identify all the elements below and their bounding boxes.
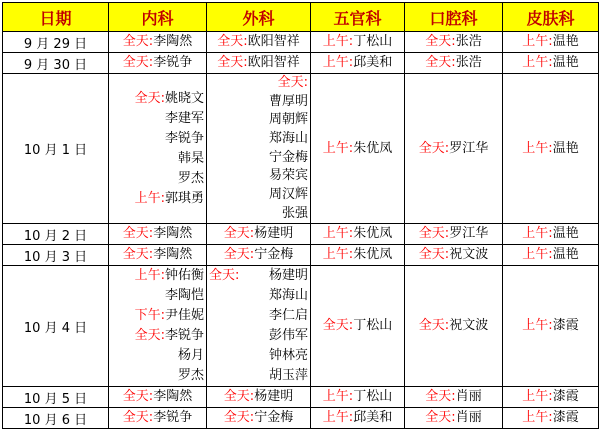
duty-entry [209,111,308,130]
duty-entry [111,169,204,189]
duty-cell-dermatology [503,53,599,74]
duty-schedule-table [2,2,599,429]
duty-entry [111,224,204,244]
staff-name: 温艳 [552,55,579,70]
duty-entry [505,224,596,244]
shift-label: 上午: [522,389,553,405]
duty-cell-ent [311,408,405,429]
staff-name: 彭伟军 [268,328,308,344]
date-cell: 10 月 5 日 [3,387,109,408]
staff-name: 李陶恺 [164,288,204,304]
staff-name: 温艳 [552,226,579,242]
shift-label: 全天: [122,34,154,49]
staff-name: 杨月 [177,348,204,364]
shift-label: 上午: [322,410,354,426]
staff-name: 丁松山 [353,389,393,405]
duty-entry [111,245,204,265]
shift-label: 全天: [223,247,255,263]
duty-cell-dental [405,387,503,408]
date-cell: 9 月 30 日 [3,53,109,74]
duty-entry [313,245,402,265]
duty-cell-internal-medicine [109,53,207,74]
shift-label: 全天: [122,247,154,263]
shift-label: 全天: [223,410,255,426]
shift-label: 全天: [418,318,450,334]
staff-name: 罗江华 [449,140,489,156]
staff-name: 张强 [281,205,308,221]
duty-cell-ent [311,74,405,224]
duty-entry [209,205,308,224]
duty-entry [313,408,402,428]
duty-entry [111,306,204,326]
duty-entry [209,130,308,149]
duty-entry [111,189,204,209]
duty-cell-ent [311,53,405,74]
duty-cell-internal-medicine [109,224,207,245]
staff-name: 邱美和 [353,55,393,70]
staff-name: 钟佑衡 [164,268,204,284]
duty-entry [209,245,308,265]
shift-label: 全天: [322,318,354,334]
duty-entry [111,366,204,386]
duty-cell-surgery [207,245,311,266]
duty-entry [209,186,308,205]
duty-entry [407,387,500,407]
duty-entry [209,74,308,93]
shift-label: 上午: [522,55,553,70]
duty-entry [111,32,204,52]
staff-name: 宁金梅 [254,247,294,263]
shift-label: 全天: [418,247,450,263]
duty-entry [111,286,204,306]
shift-label: 全天: [223,389,255,405]
shift-label: 全天: [134,328,165,344]
duty-cell-ent [311,387,405,408]
shift-label: 上午: [522,226,553,242]
duty-entry [111,408,204,428]
shift-label: 全天: [425,389,456,405]
duty-cell-surgery [207,53,311,74]
duty-cell-internal-medicine [109,245,207,266]
staff-name: 朱优凤 [353,140,393,156]
shift-label: 上午: [134,190,165,206]
date-cell: 10 月 3 日 [3,245,109,266]
duty-entry [209,149,308,168]
duty-entry [209,408,308,428]
shift-label: 下午: [134,308,165,324]
duty-entry [407,408,500,428]
staff-name: 朱优凤 [353,247,393,263]
staff-name: 张浩 [455,34,482,49]
duty-entry [111,109,204,129]
staff-name: 尹佳妮 [164,308,204,324]
shift-label: 上午: [322,226,354,242]
staff-name: 杨建明 [254,226,294,242]
duty-cell-dermatology [503,245,599,266]
duty-cell-dental [405,32,503,53]
staff-name: 邱美和 [353,410,393,426]
table-row [3,387,599,408]
duty-entry [209,387,308,407]
shift-label: 上午: [522,410,553,426]
header-ent: 五官科 [311,3,405,32]
table-row [3,408,599,429]
shift-label: 全天: [122,389,154,405]
staff-name: 李陶然 [153,389,193,405]
staff-name: 姚晓文 [164,90,204,106]
duty-cell-surgery [207,32,311,53]
duty-entry [209,346,308,366]
duty-cell-surgery [207,74,311,224]
duty-entry [209,266,308,286]
staff-name: 温艳 [552,34,579,49]
staff-name: 朱优凤 [353,226,393,242]
duty-cell-surgery [207,387,311,408]
staff-name: 周汉辉 [268,186,308,202]
staff-name: 温艳 [552,140,579,156]
table-row [3,224,599,245]
staff-name: 杨建明 [254,389,294,405]
duty-entry [111,346,204,366]
header-row [3,3,599,32]
shift-label: 全天: [122,226,154,242]
duty-cell-internal-medicine [109,32,207,53]
duty-cell-dental [405,53,503,74]
staff-name: 欧阳智祥 [247,55,300,70]
shift-label: 全天: [418,226,450,242]
duty-entry [505,316,596,336]
header-internal-medicine: 内科 [109,3,207,32]
table-row [3,245,599,266]
staff-name: 周朝辉 [268,112,308,128]
staff-name: 肖丽 [455,410,482,426]
shift-label: 全天: [217,55,248,70]
duty-entry [209,286,308,306]
duty-cell-dermatology [503,387,599,408]
duty-entry [313,224,402,244]
shift-label: 全天: [217,34,248,49]
staff-name: 李锐争 [153,410,193,426]
duty-entry [209,326,308,346]
duty-entry [111,129,204,149]
duty-cell-ent [311,266,405,387]
staff-name: 罗杰 [177,368,204,384]
staff-name: 李陶然 [153,226,193,242]
duty-entry [505,387,596,407]
header-surgery: 外科 [207,3,311,32]
schedule-body [3,32,599,429]
date-cell: 10 月 1 日 [3,74,109,224]
staff-name: 肖丽 [455,389,482,405]
staff-name: 漆霞 [552,410,579,426]
table-row [3,74,599,224]
shift-label: 全天: [277,75,308,90]
date-cell: 10 月 2 日 [3,224,109,245]
duty-cell-surgery [207,266,311,387]
duty-entry [505,245,596,265]
duty-entry [209,32,308,52]
shift-label: 全天: [134,90,165,106]
date-cell: 10 月 6 日 [3,408,109,429]
duty-entry [313,316,402,336]
staff-name: 杨建明 [268,268,308,284]
shift-label: 全天: [122,410,154,426]
staff-name: 李锐争 [153,55,193,70]
shift-label: 上午: [322,55,354,70]
duty-cell-dental [405,408,503,429]
duty-entry [209,53,308,73]
staff-name: 宁金梅 [268,149,308,165]
shift-label: 上午: [522,318,553,334]
duty-cell-ent [311,224,405,245]
shift-label: 上午: [322,389,354,405]
duty-entry [111,149,204,169]
table-row [3,32,599,53]
shift-label: 全天: [425,410,456,426]
duty-entry [111,89,204,109]
duty-cell-internal-medicine [109,266,207,387]
shift-label: 全天: [209,268,240,284]
duty-cell-dermatology [503,74,599,224]
duty-entry [111,387,204,407]
duty-entry [313,139,402,159]
duty-entry [209,93,308,112]
duty-entry [111,53,204,73]
duty-entry [209,366,308,386]
staff-name: 郑海山 [268,288,308,304]
duty-cell-surgery [207,408,311,429]
duty-entry [313,53,402,73]
duty-entry [407,139,500,159]
shift-label: 上午: [522,247,553,263]
duty-entry [313,387,402,407]
shift-label: 上午: [134,268,165,284]
date-cell: 9 月 29 日 [3,32,109,53]
duty-entry [505,53,596,73]
shift-label: 全天: [418,140,450,156]
duty-cell-internal-medicine [109,387,207,408]
staff-name: 丁松山 [353,34,393,49]
staff-name: 祝文波 [449,247,489,263]
staff-name: 易荣宾 [268,168,308,184]
staff-name: 罗杰 [177,170,204,186]
staff-name: 李仁启 [268,308,308,324]
duty-cell-dental [405,245,503,266]
duty-cell-dermatology [503,266,599,387]
duty-cell-internal-medicine [109,408,207,429]
duty-entry [111,266,204,286]
staff-name: 曹厚明 [268,93,308,109]
duty-entry [209,306,308,326]
duty-entry [209,167,308,186]
duty-cell-dermatology [503,32,599,53]
duty-cell-surgery [207,224,311,245]
staff-name: 欧阳智祥 [247,34,300,49]
duty-cell-dermatology [503,224,599,245]
shift-label: 上午: [522,140,553,156]
staff-name: 李锐争 [164,130,204,146]
duty-entry [407,245,500,265]
staff-name: 胡玉萍 [268,368,308,384]
duty-entry [505,32,596,52]
shift-label: 上午: [322,140,354,156]
duty-entry [111,326,204,346]
staff-name: 李锐争 [164,328,204,344]
shift-label: 上午: [522,34,553,49]
header-date: 日期 [3,3,109,32]
shift-label: 全天: [223,226,255,242]
staff-name: 李建军 [164,110,204,126]
duty-entry [407,224,500,244]
duty-cell-dental [405,74,503,224]
duty-cell-dermatology [503,408,599,429]
shift-label: 上午: [322,34,354,49]
staff-name: 张浩 [455,55,482,70]
duty-entry [505,139,596,159]
table-row [3,53,599,74]
duty-cell-dental [405,266,503,387]
duty-entry [313,32,402,52]
duty-entry [407,32,500,52]
shift-label: 全天: [425,34,456,49]
staff-name: 漆霞 [552,318,579,334]
staff-name: 李陶然 [153,247,193,263]
staff-name: 漆霞 [552,389,579,405]
duty-cell-internal-medicine [109,74,207,224]
duty-entry [407,316,500,336]
duty-entry [209,224,308,244]
duty-entry [407,53,500,73]
staff-name: 罗江华 [449,226,489,242]
table-row [3,266,599,387]
duty-cell-dental [405,224,503,245]
staff-name: 钟林亮 [268,348,308,364]
date-cell: 10 月 4 日 [3,266,109,387]
staff-name: 温艳 [552,247,579,263]
staff-name: 李陶然 [153,34,193,49]
staff-name: 郭琪勇 [164,190,204,206]
duty-entry [505,408,596,428]
staff-name: 宁金梅 [254,410,294,426]
shift-label: 全天: [425,55,456,70]
duty-cell-ent [311,245,405,266]
shift-label: 上午: [322,247,354,263]
shift-label: 全天: [122,55,154,70]
duty-cell-ent [311,32,405,53]
staff-name: 丁松山 [353,318,393,334]
header-dental: 口腔科 [405,3,503,32]
staff-name: 韩杲 [177,150,204,166]
staff-name: 祝文波 [449,318,489,334]
header-dermatology: 皮肤科 [503,3,599,32]
staff-name: 郑海山 [268,130,308,146]
